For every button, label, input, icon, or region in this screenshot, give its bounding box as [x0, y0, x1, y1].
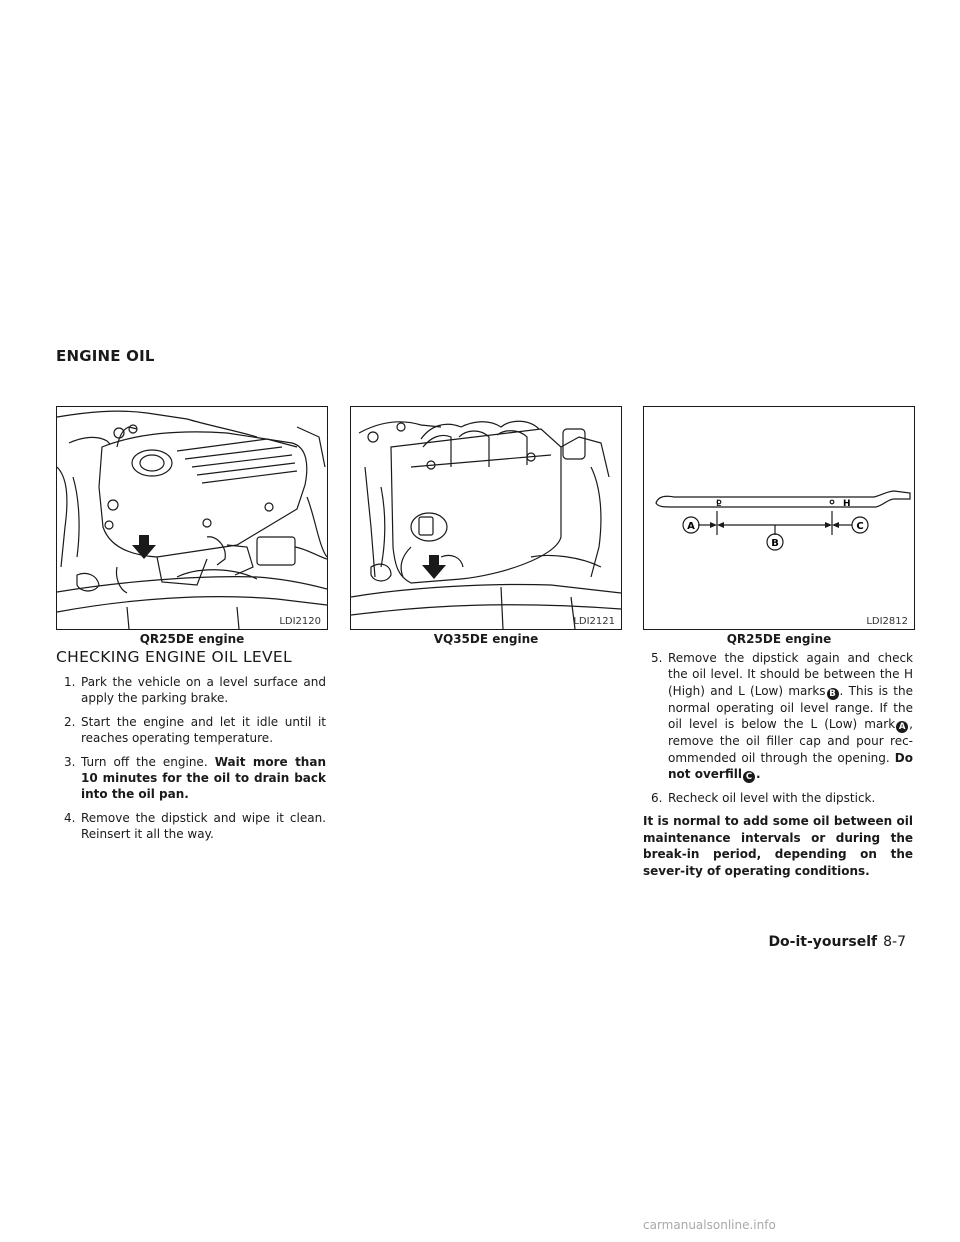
label-c: C — [856, 521, 864, 532]
figure-vq35de-engine — [350, 406, 622, 630]
figure-caption: QR25DE engine — [139, 632, 245, 646]
label-b: B — [771, 538, 779, 549]
figure-code: LDI2812 — [866, 616, 908, 627]
watermark: carmanualsonline.info — [643, 1218, 776, 1232]
section-title: ENGINE OIL — [56, 347, 155, 365]
callout-c-icon: C — [743, 771, 755, 783]
figure-code: LDI2120 — [279, 616, 321, 627]
step-5: 5. Remove the dipstick again and check the oil level. It should be between the H (High) and L (Low) marks B . This is the normal operating oil level range. If the oil level is below the L (Low) mark A , remove the oil filler cap and pour rec-ommended oil through the opening. Do not overfill C . — [651, 651, 914, 783]
engine-illustration-2 — [351, 407, 621, 629]
subsection-title: CHECKING ENGINE OIL LEVEL — [56, 648, 292, 666]
dipstick-illustration — [644, 407, 914, 629]
footer-section: Do-it-yourself — [768, 934, 878, 950]
step-3: 3. Turn off the engine. Wait more than 10 minutes for the oil to drain back into the oil pan. — [64, 754, 326, 802]
figure-caption: QR25DE engine — [726, 632, 832, 646]
step-6: 6. Recheck oil level with the dipstick. — [651, 791, 876, 806]
engine-illustration-1 — [57, 407, 327, 629]
figure-qr25de-engine — [56, 406, 328, 630]
high-mark-label: H — [843, 499, 851, 509]
low-mark-label: L — [716, 499, 722, 509]
page-number: 8-7 — [883, 934, 906, 950]
callout-a-icon: A — [896, 721, 908, 733]
figure-dipstick — [643, 406, 915, 630]
step-1: 1. Park the vehicle on a level surface and apply the parking brake. — [64, 675, 326, 706]
oil-note: It is normal to add some oil between oil maintenance intervals or during the break-in period, depending on the sever-ity of operating conditions. — [643, 814, 913, 878]
figure-caption: VQ35DE engine — [433, 632, 539, 646]
steps-column-left — [56, 674, 326, 850]
step-4: 4. Remove the dipstick and wipe it clean. Reinsert it all the way. — [64, 810, 326, 842]
label-a: A — [687, 521, 695, 532]
page-footer — [768, 934, 906, 950]
callout-b-icon: B — [827, 688, 839, 700]
step-2: 2. Start the engine and let it idle until it reaches operating temperature. — [64, 714, 326, 746]
steps-column-right — [643, 650, 913, 879]
figure-code: LDI2121 — [573, 616, 615, 627]
